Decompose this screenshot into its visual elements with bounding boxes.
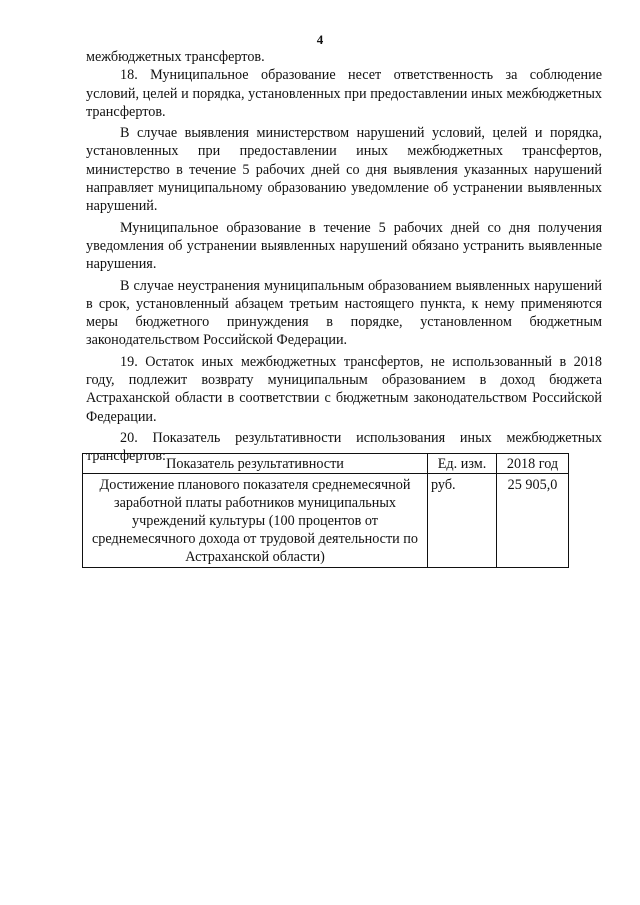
paragraph-violation-elimination: Муниципальное образование в течение 5 рабочих дней со дня получения уведомления об устранении выявленных нарушений обязано устранить выявленные нарушения. bbox=[86, 219, 602, 273]
table-row bbox=[83, 474, 569, 568]
table-header-row bbox=[83, 454, 569, 474]
paragraph-continuation: межбюджетных трансфертов. bbox=[86, 49, 265, 65]
paragraph-item-19: 19. Остаток иных межбюджетных трансфертов, не использованный в 2018 году, подлежит возврату муниципальным образованием в доход бюджета Астраханской области в соответствии с бюджетным законодательством Российской Федерации. bbox=[86, 353, 602, 425]
value-cell: 25 905,0 bbox=[497, 474, 569, 568]
column-header-year: 2018 год bbox=[497, 454, 569, 474]
paragraph-item-18: 18. Муниципальное образование несет ответственность за соблюдение условий, целей и порядка, установленных при предоставлении иных межбюджетных трансфертов. bbox=[86, 67, 602, 120]
paragraph-violation-detection: В случае выявления министерством нарушений условий, целей и порядка, установленных при предоставлении иных межбюджетных трансфертов, министерство в течение 5 рабочих дней со дня выявления указанных нарушений направляет муниципальному образованию уведомление об устранении выявленных нарушений. bbox=[86, 125, 602, 215]
document-body bbox=[86, 48, 602, 466]
performance-indicator-table bbox=[82, 453, 569, 568]
paragraph-item-20: 20. Показатель результативности использования иных межбюджетных трансфертов: bbox=[86, 429, 602, 465]
page-number: 4 bbox=[316, 32, 324, 47]
indicator-cell: Достижение планового показателя среднемесячной заработной платы работников муниципальных учреждений культуры (100 процентов от среднемесячного дохода от трудовой деятельности по Астраханской области) bbox=[83, 474, 428, 568]
unit-cell: руб. bbox=[428, 474, 497, 568]
column-header-unit: Ед. изм. bbox=[428, 454, 497, 474]
paragraph-budget-enforcement: В случае неустранения муниципальным образованием выявленных нарушений в срок, установленный абзацем третьим настоящего пункта, к нему применяются меры бюджетного принуждения в порядке, установленном бюджетным законодательством Российской Федерации. bbox=[86, 277, 602, 349]
column-header-indicator: Показатель результативности bbox=[83, 454, 428, 474]
